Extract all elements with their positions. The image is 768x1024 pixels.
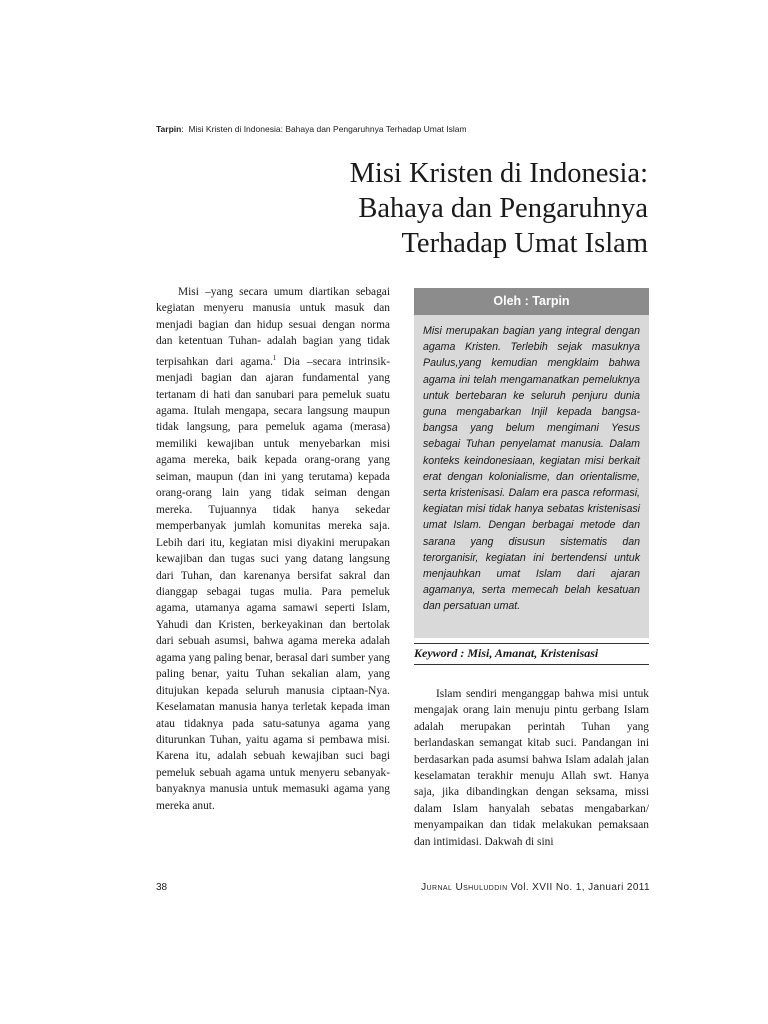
body-text-after-note: Dia –secara intrinsik- menjadi bagian dan ajaran fundamental yang tertanam di hati dan sanubari para pemeluk suatu agama. Itulah mengapa, secara langsung maupun tidak langsung, para pemeluk agama (merasa) memiliki kewajiban untuk menyebarkan misi agama mereka, baik kepada orang-orang yang seiman, maupun (dan ini yang terutama) kepada orang-orang lain yang tidak seiman dengan mereka. Tujuannya tidak hanya sekedar memperbanyak jumlah komunitas mereka saja. Lebih dari itu, kegiatan misi diyakini merupakan kewajiban dan tugas suci yang datang langsung dari Tuhan, dan karenanya bersifat sakral dan dianggap sebagai tugas mulia. Para pemeluk agama, utamanya agama samawi seperti Islam, Yahudi dan Kristen, berkeyakinan dan bertolak dari sebuah asumsi, bahwa agama mereka adalah agama yang paling benar, berasal dari sumber yang paling benar, yaitu Tuhan sekalian alam, yang ditujukan kepada seluruh manusia ciptaan-Nya. Keselamatan manusia hanya terletak kepada iman atau tidaknya pada satu-satunya agama yang diturunkan Tuhan, yaitu agama si pembawa misi. Karena itu, adalah sebuah kewajiban suci bagi pemeluk sebuah agama untuk menyeru sebanyak-banyaknya manusia untuk memasuki agama yang mereka anut. [156, 355, 390, 812]
keyword-rule-top [414, 643, 649, 644]
running-head-title: Misi Kristen di Indonesia: Bahaya dan Pengaruhnya Terhadap Umat Islam [188, 124, 467, 134]
keywords: Keyword : Misi, Amanat, Kristenisasi [414, 646, 599, 660]
abstract-author-heading: Oleh : Tarpin [414, 288, 649, 315]
article-title-line-2: Bahaya dan Pengaruhnya [358, 193, 648, 224]
journal-info [421, 882, 650, 893]
body-text-before-note: Misi –yang secara umum diartikan sebagai kegiatan menyeru manusia untuk masuk dan menjadi bagian dan hidup sesuai dengan norma dan ketentuan Tuhan- adalah bagian yang tidak terpisahkan dari agama. [156, 286, 390, 368]
body-paragraph [156, 284, 390, 814]
journal-issue: Vol. XVII No. 1, Januari 2011 [510, 882, 650, 893]
journal-name: Jurnal Ushuluddin [421, 882, 508, 893]
article-title [250, 156, 648, 261]
running-head-author: Tarpin [156, 124, 182, 134]
footnote-marker: 1 [272, 353, 277, 362]
body-column-right [414, 686, 649, 850]
article-title-line-1: Misi Kristen di Indonesia: [349, 158, 648, 189]
abstract-text: Misi merupakan bagian yang integral dengan agama Kristen. Terlebih sejak masuknya Paulus,yang kemudian mengklaim bahwa agama ini telah mengamanatkan pemeluknya untuk bertebaran ke seluruh penjuru dunia guna mengabarkan Injil kepada bangsa-bangsa yang belum mengimani Yesus sebagai Tuhan penyelamat manusia. Dalam konteks keindonesiaan, kegiatan misi berkait erat dengan kolonialisme, dan orientalisme, serta kristenisasi. Dalam era pasca reformasi, kegiatan misi tidak hanya sebatas kristenisasi umat Islam. Dengan berbagai metode dan sarana yang disusun sistematis dan terorganisir, kegiatan ini bertendensi untuk menjauhkan umat Islam dari ajaran agamanya, serta memecah belah kesatuan dan persatuan umat. [423, 325, 640, 613]
body-column-left [156, 284, 390, 814]
page-number: 38 [156, 882, 168, 893]
keyword-rule-bottom [414, 664, 649, 665]
running-head: Tarpin: Misi Kristen di Indonesia: Bahaya dan Pengaruhnya Terhadap Umat Islam [156, 124, 467, 134]
body-paragraph-right: Islam sendiri menganggap bahwa misi untuk mengajak orang lain menuju pintu gerbang Islam adalah merupakan perintah Tuhan yang berlandaskan semangat kitab suci. Pandangan ini berdasarkan pada asumsi bahwa Islam adalah jalan keselamatan terakhir menuju Allah swt. Hanya saja, jika dibandingkan dengan seksama, missi dalam Islam hanyalah sebatas mengabarkan/ menyampaikan dan tidak melakukan pemaksaan dan intimidasi. Dakwah di sini [414, 688, 649, 848]
abstract-box [414, 288, 649, 638]
article-title-line-3: Terhadap Umat Islam [401, 228, 648, 259]
